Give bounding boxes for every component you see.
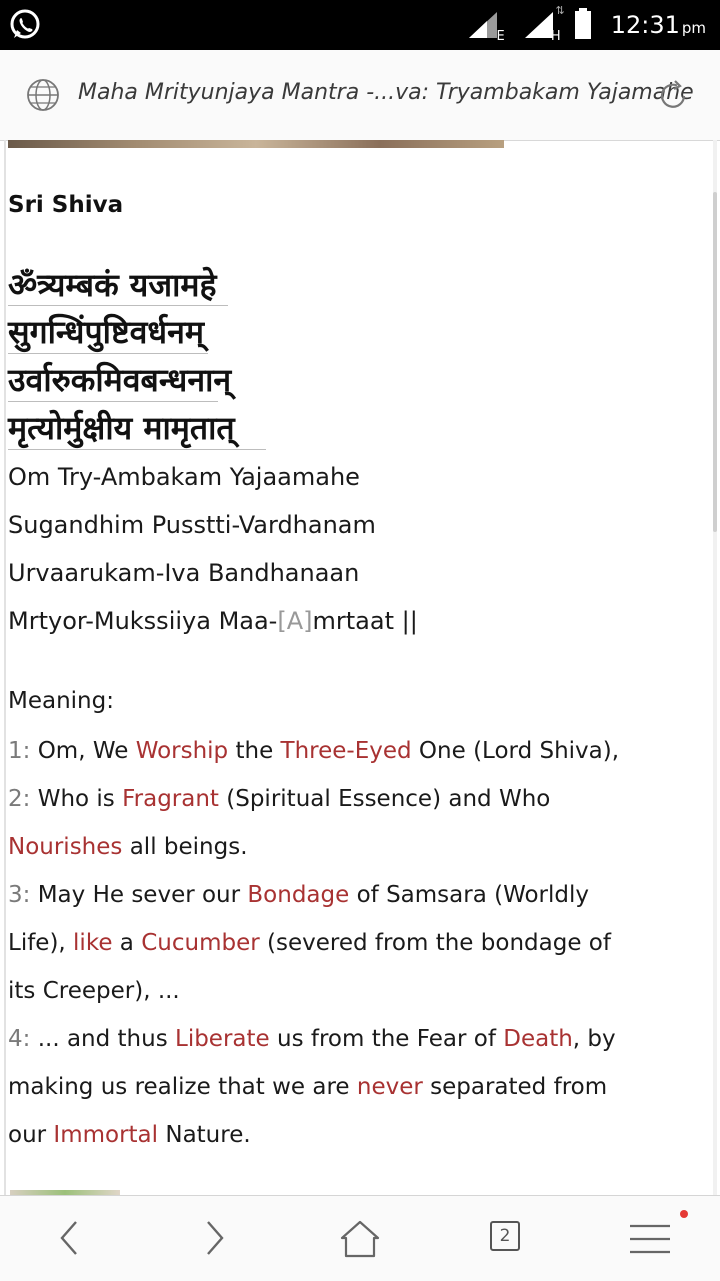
reload-icon[interactable] [655, 78, 691, 114]
clock-time: 12:31 [610, 11, 680, 39]
link-nourishes[interactable]: Nourishes [8, 834, 123, 860]
battery-icon [575, 11, 591, 39]
underline [8, 401, 218, 402]
text: (Spiritual Essence) and Who [218, 786, 551, 812]
link-three-eyed[interactable]: Three-Eyed [280, 738, 412, 764]
section-heading: Sri Shiva [8, 192, 124, 218]
page-title[interactable]: Maha Mrityunjaya Mantra -...va: Tryambakam Yajamahe [78, 80, 694, 105]
text: a [112, 930, 142, 956]
mantra-roman-line-3: Urvaarukam-Iva Bandhanaan [8, 559, 360, 587]
status-bar [0, 0, 720, 50]
point-number: 4: [8, 1026, 31, 1052]
whatsapp-notification-icon [8, 8, 42, 42]
text: , by [572, 1026, 616, 1052]
underline [8, 449, 266, 450]
menu-icon[interactable] [622, 1212, 678, 1264]
text: Nature. [158, 1122, 251, 1148]
bracket-letter: A [286, 607, 304, 635]
hero-image [8, 140, 504, 148]
meaning-line [8, 1024, 712, 1054]
clock-ampm: pm [681, 19, 706, 37]
bracket: [ [277, 607, 287, 635]
link-bondage[interactable]: Bondage [247, 882, 350, 908]
data-arrows-icon: ⇅ [555, 4, 565, 17]
menu-notification-dot [680, 1210, 688, 1218]
point-number: 3: [8, 882, 31, 908]
mantra-devanagari-line-1: ॐत्र्यम्बकं यजामहे [8, 266, 217, 304]
link-liberate[interactable]: Liberate [175, 1026, 270, 1052]
link-death[interactable]: Death [503, 1026, 573, 1052]
meaning-line [8, 880, 712, 910]
text: ... and thus [30, 1026, 175, 1052]
mantra-devanagari-line-3: उर्वारुकमिवबन्धनान् [8, 361, 232, 399]
tabs-button[interactable]: 2 [490, 1221, 520, 1251]
network-type-label-2: H [550, 29, 561, 44]
forward-icon[interactable] [186, 1212, 242, 1264]
roman-text: Mrtyor-Mukssiiya Maa- [8, 607, 278, 635]
point-number: 1: [8, 738, 31, 764]
network-type-label: E [496, 29, 505, 44]
scrollbar-thumb[interactable] [713, 192, 717, 532]
text: May He sever our [30, 882, 248, 908]
text: its Creeper), ... [8, 978, 180, 1004]
globe-icon [26, 78, 60, 112]
mantra-devanagari-line-4: मृत्योर्मुक्षीय मामृतात् [8, 409, 235, 447]
meaning-line [8, 784, 712, 814]
text: the [228, 738, 281, 764]
text: Life), [8, 930, 74, 956]
text: Om, We [30, 738, 136, 764]
text: Who is [30, 786, 123, 812]
status-icons [467, 0, 706, 50]
signal-icon-2 [523, 4, 565, 44]
back-icon[interactable] [42, 1212, 98, 1264]
meaning-line [8, 976, 712, 1006]
meaning-line [8, 1072, 712, 1102]
mantra-devanagari-line-2: सुगन्धिंपुष्टिवर्धनम् [8, 313, 205, 351]
link-like[interactable]: like [73, 930, 113, 956]
signal-icon [467, 10, 505, 44]
left-border [4, 140, 6, 1195]
roman-text: mrtaat || [312, 607, 418, 635]
page-content[interactable] [0, 140, 720, 1195]
text: One (Lord Shiva), [411, 738, 620, 764]
underline [8, 353, 208, 354]
address-bar[interactable] [0, 50, 720, 141]
link-cucumber[interactable]: Cucumber [141, 930, 260, 956]
text: us from the Fear of [269, 1026, 504, 1052]
link-worship[interactable]: Worship [135, 738, 229, 764]
link-fragrant[interactable]: Fragrant [122, 786, 219, 812]
underline [8, 305, 228, 306]
text: all beings. [122, 834, 248, 860]
text: separated from [422, 1074, 608, 1100]
text: making us realize that we are [8, 1074, 357, 1100]
text: of Samsara (Worldly [349, 882, 589, 908]
point-number: 2: [8, 786, 31, 812]
mantra-roman-line-4 [8, 606, 418, 636]
meaning-label: Meaning: [8, 688, 114, 714]
link-never[interactable]: never [356, 1074, 423, 1100]
meaning-line [8, 832, 712, 862]
text: our [8, 1122, 54, 1148]
clock [611, 11, 706, 39]
text: (severed from the bondage of [259, 930, 611, 956]
mantra-roman-line-2: Sugandhim Pusstti-Vardhanam [8, 511, 376, 539]
meaning-line [8, 928, 712, 958]
meaning-line [8, 1120, 712, 1150]
browser-bottom-nav [0, 1195, 720, 1281]
home-icon[interactable] [332, 1212, 388, 1264]
link-immortal[interactable]: Immortal [53, 1122, 159, 1148]
mantra-roman-line-1: Om Try-Ambakam Yajaamahe [8, 463, 360, 491]
meaning-line [8, 736, 712, 766]
bracket: ] [303, 607, 313, 635]
